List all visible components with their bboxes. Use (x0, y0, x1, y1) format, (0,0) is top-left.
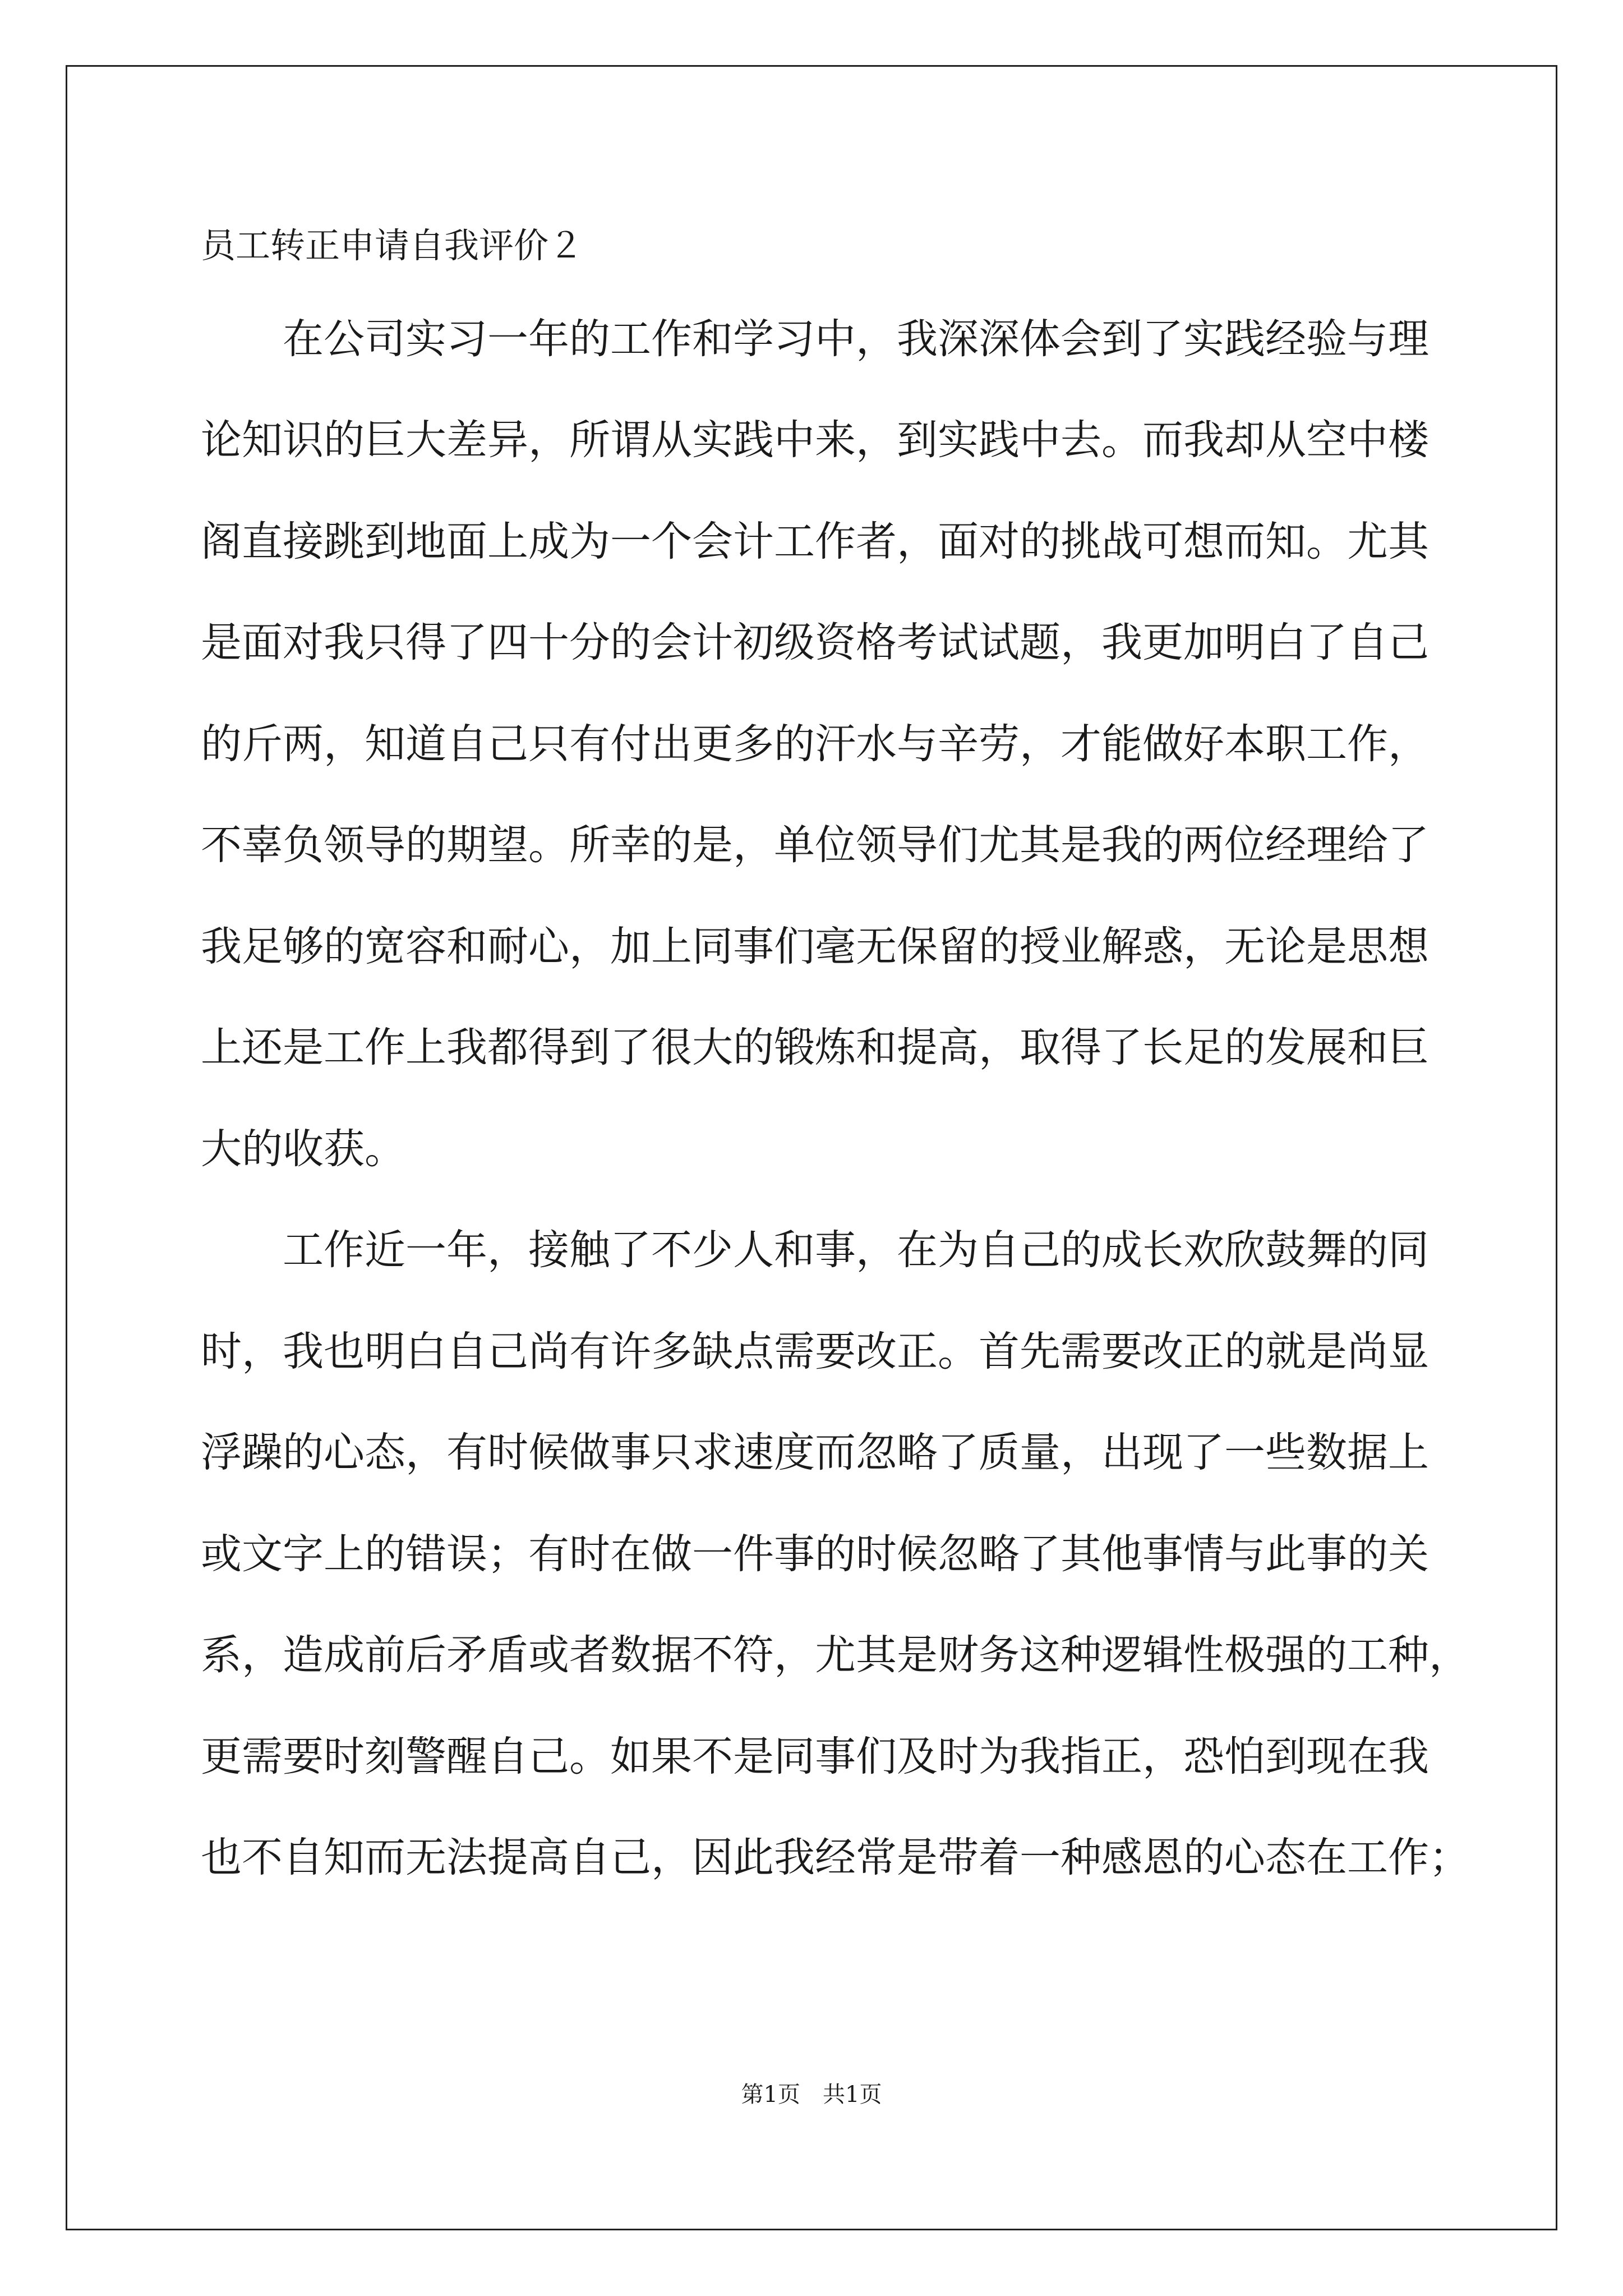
body-line: 工作近一年，接触了不少人和事，在为自己的成长欢欣鼓舞的同 (201, 1226, 1429, 1274)
body-line: 系，造成前后矛盾或者数据不符，尤其是财务这种逻辑性极强的工种， (201, 1631, 1470, 1679)
body-line: 我足够的宽容和耐心，加上同事们毫无保留的授业解惑，无论是思想 (201, 923, 1429, 970)
body-line: 不辜负领导的期望。所幸的是，单位领导们尤其是我的两位经理给了 (201, 821, 1429, 869)
body-line: 时，我也明白自己尚有许多缺点需要改正。首先需要改正的就是尚显 (201, 1328, 1429, 1375)
body-line: 浮躁的心态，有时候做事只求速度而忽略了质量，出现了一些数据上 (201, 1429, 1429, 1476)
page-number-footer: 第1页 共1页 (741, 2082, 882, 2108)
body-line: 论知识的巨大差异，所谓从实践中来，到实践中去。而我却从空中楼 (201, 416, 1429, 464)
body-line: 在公司实习一年的工作和学习中，我深深体会到了实践经验与理 (201, 315, 1429, 363)
body-line: 或文字上的错误；有时在做一件事的时候忽略了其他事情与此事的关 (201, 1530, 1429, 1578)
body-line: 上还是工作上我都得到了很大的锻炼和提高，取得了长足的发展和巨 (201, 1024, 1429, 1071)
body-line: 的斤两，知道自己只有付出更多的汗水与辛劳，才能做好本职工作， (201, 720, 1429, 768)
body-line: 也不自知而无法提高自己，因此我经常是带着一种感恩的心态在工作； (201, 1834, 1470, 1881)
body-line: 是面对我只得了四十分的会计初级资格考试试题，我更加明白了自己 (201, 619, 1429, 666)
body-line: 阁直接跳到地面上成为一个会计工作者，面对的挑战可想而知。尤其 (201, 518, 1429, 565)
document-title: 员工转正申请自我评价２ (201, 225, 584, 266)
body-line: 大的收获。 (201, 1125, 405, 1173)
body-line: 更需要时刻警醒自己。如果不是同事们及时为我指正，恐怕到现在我 (201, 1733, 1429, 1780)
